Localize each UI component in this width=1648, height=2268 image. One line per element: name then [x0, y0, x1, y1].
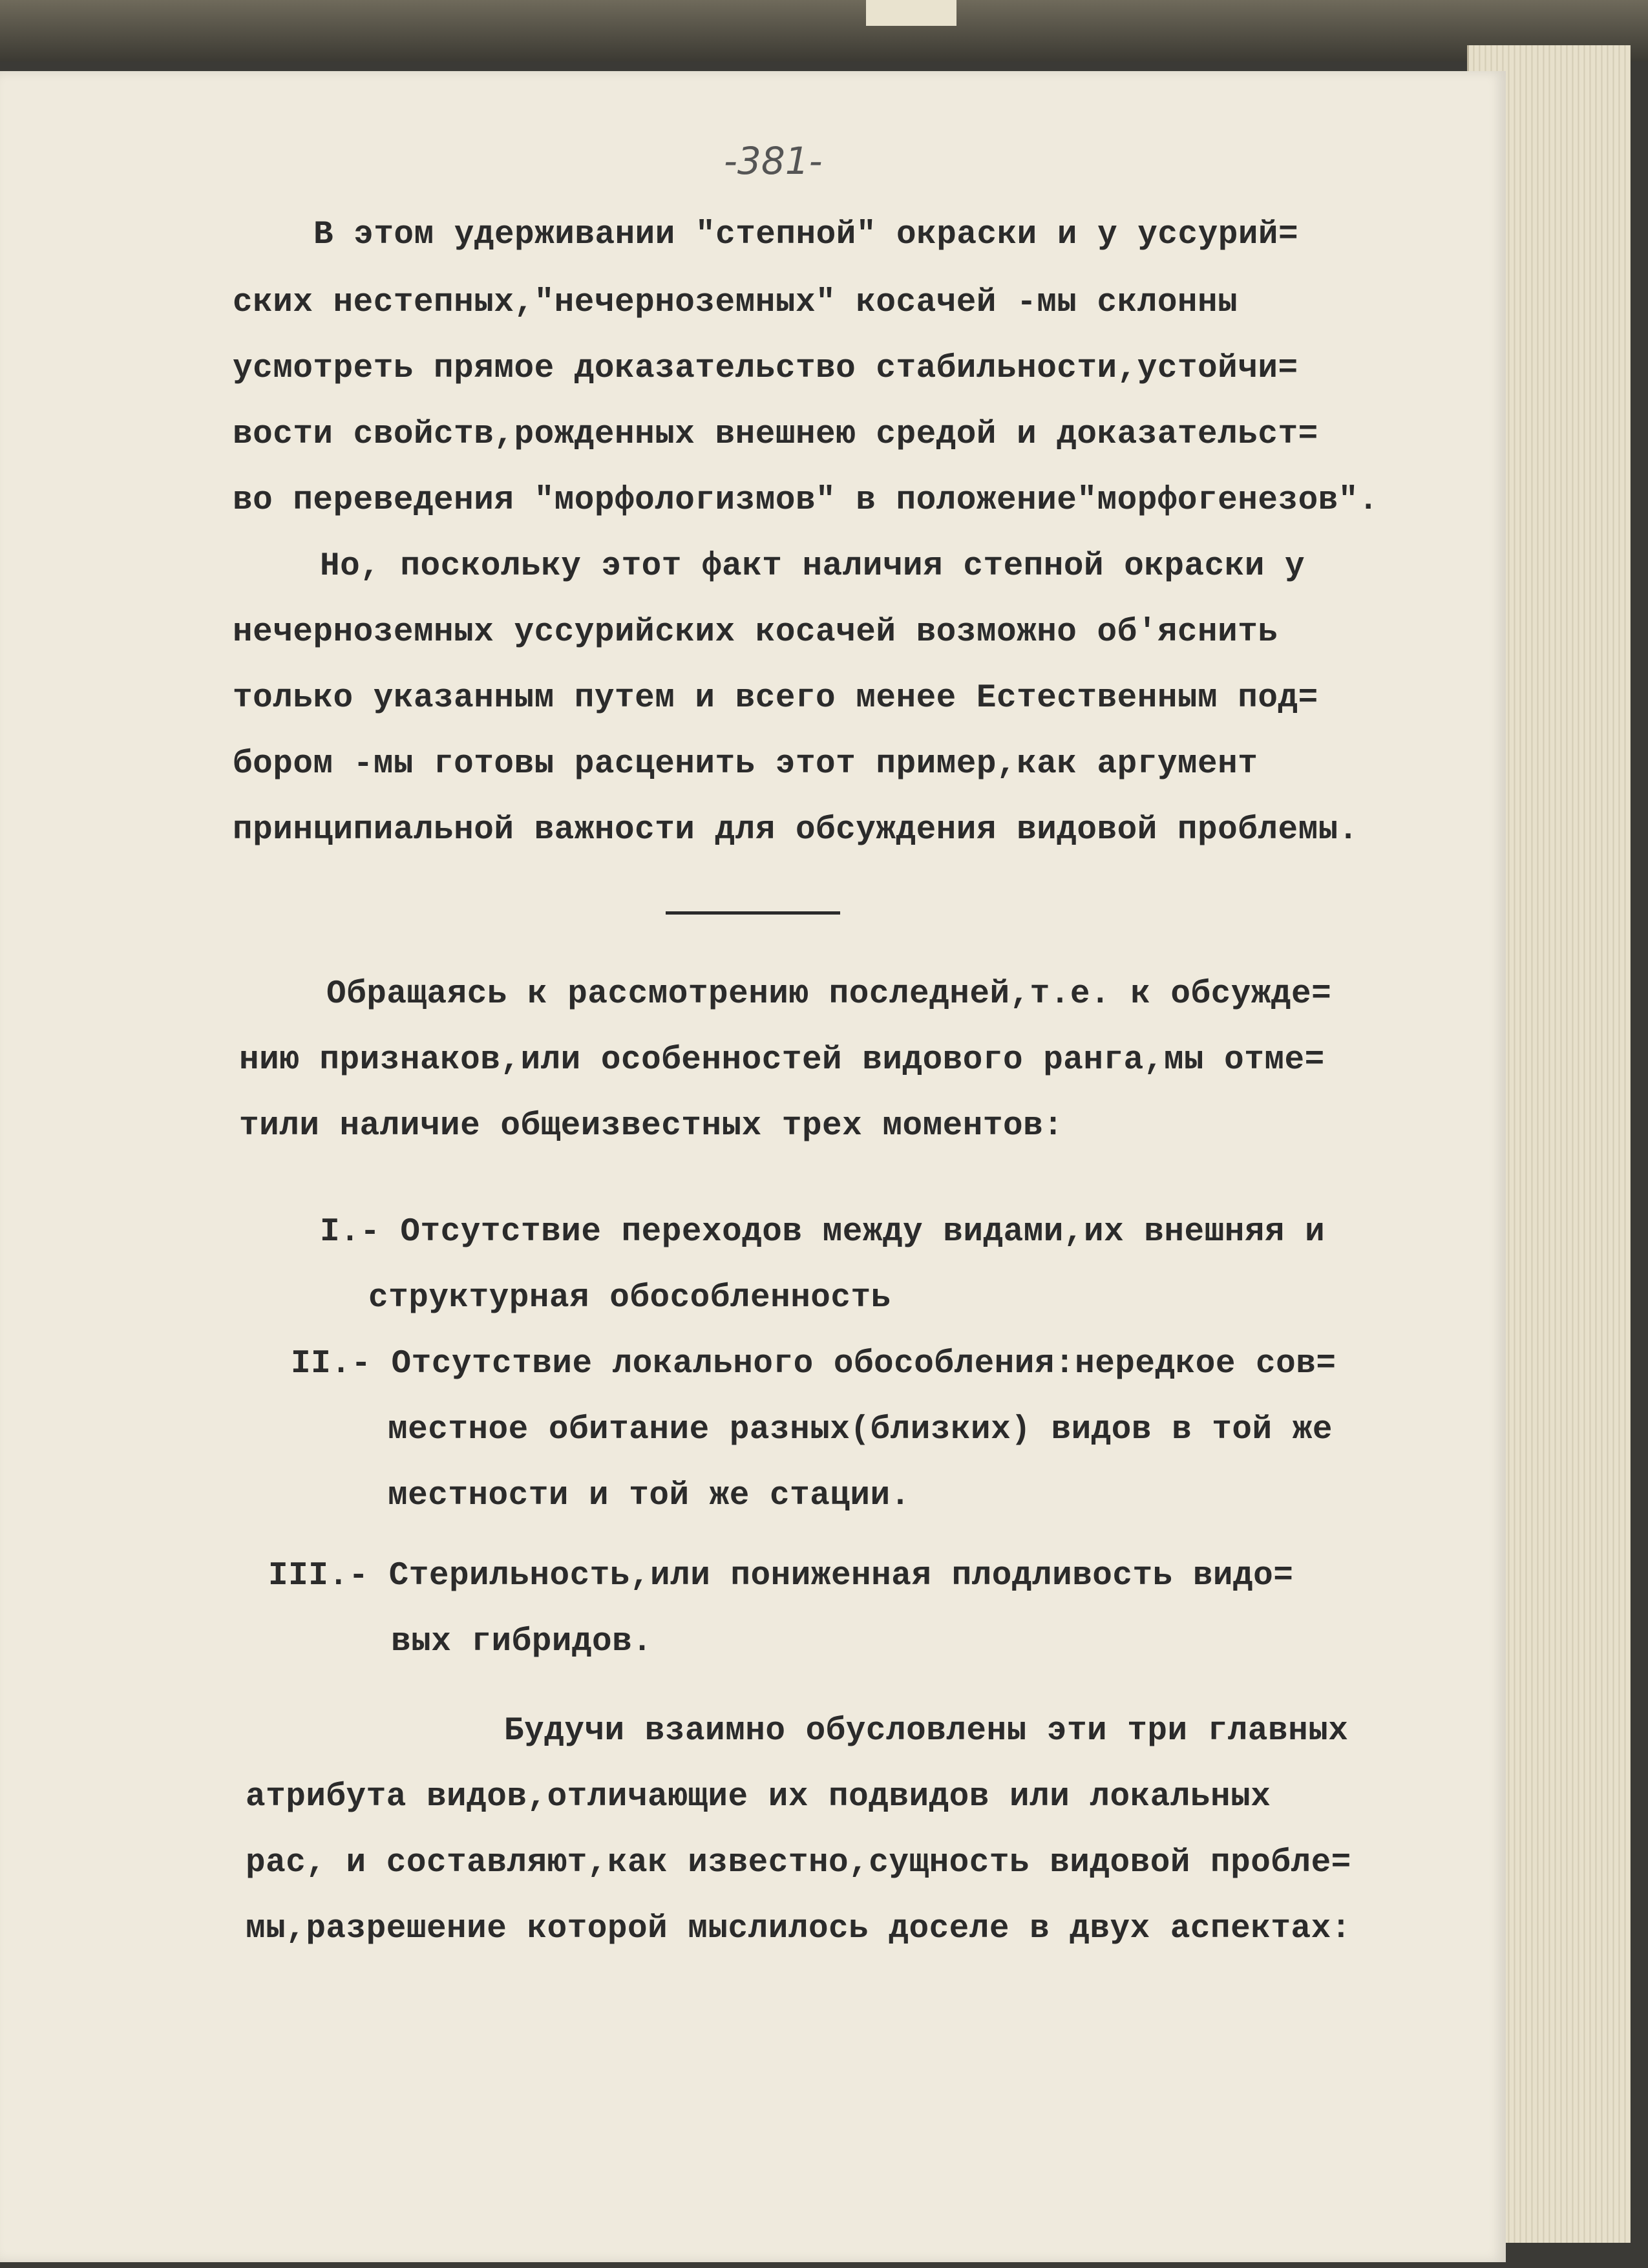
- text-line: принципиальной важности для обсуждения видовой проблемы.: [233, 812, 1358, 849]
- text-line: Обращаясь к рассмотрению последней,т.е. к обсужде=: [326, 976, 1332, 1013]
- text-line: II.- Отсутствие локального обособления:нередкое сов=: [291, 1346, 1336, 1383]
- section-divider: [666, 911, 840, 915]
- text-line: Но, поскольку этот факт наличия степной окраски у: [320, 548, 1305, 585]
- text-line: структурная обособленность: [368, 1280, 891, 1317]
- text-line: местное обитание разных(близких) видов в той же: [388, 1412, 1333, 1448]
- text-line: только указанным путем и всего менее Естественным под=: [233, 680, 1318, 717]
- text-line: местности и той же стации.: [388, 1478, 911, 1514]
- text-line: нечерноземных уссурийских косачей возможно об'яснить: [233, 614, 1278, 651]
- scan-top-strip: [0, 0, 1648, 61]
- text-line: усмотреть прямое доказательство стабильности,устойчи=: [233, 350, 1298, 387]
- text-line: во переведения "морфологизмов" в положение"морфогенезов".: [233, 482, 1379, 519]
- text-line: ских нестепных,"нечерноземных" косачей -мы склонны: [233, 284, 1238, 321]
- text-line: Будучи взаимно обусловлены эти три главных: [504, 1713, 1349, 1750]
- text-line: вости свойств,рожденных внешнею средой и доказательст=: [233, 416, 1318, 453]
- text-line: тили наличие общеизвестных трех моментов:: [239, 1108, 1064, 1145]
- text-line: В этом удерживании "степной" окраски и у уссурий=: [313, 217, 1299, 253]
- text-line: мы,разрешение которой мыслилось доселе в двух аспектах:: [246, 1911, 1351, 1947]
- text-line: III.- Стерильность,или пониженная плодливость видо=: [268, 1558, 1294, 1595]
- page-number: -381-: [724, 139, 823, 183]
- text-line: рас, и составляют,как известно,сущность видовой пробле=: [246, 1845, 1351, 1881]
- text-line: нию признаков,или особенностей видового ранга,мы отме=: [239, 1042, 1325, 1079]
- document-page: [0, 71, 1506, 2262]
- text-line: атрибута видов,отличающие их подвидов или локальных: [246, 1779, 1271, 1816]
- scan-top-tab: [866, 0, 956, 26]
- text-line: вых гибридов.: [391, 1624, 653, 1660]
- text-line: бором -мы готовы расценить этот пример,как аргумент: [233, 746, 1258, 783]
- text-line: I.- Отсутствие переходов между видами,их внешняя и: [320, 1214, 1326, 1251]
